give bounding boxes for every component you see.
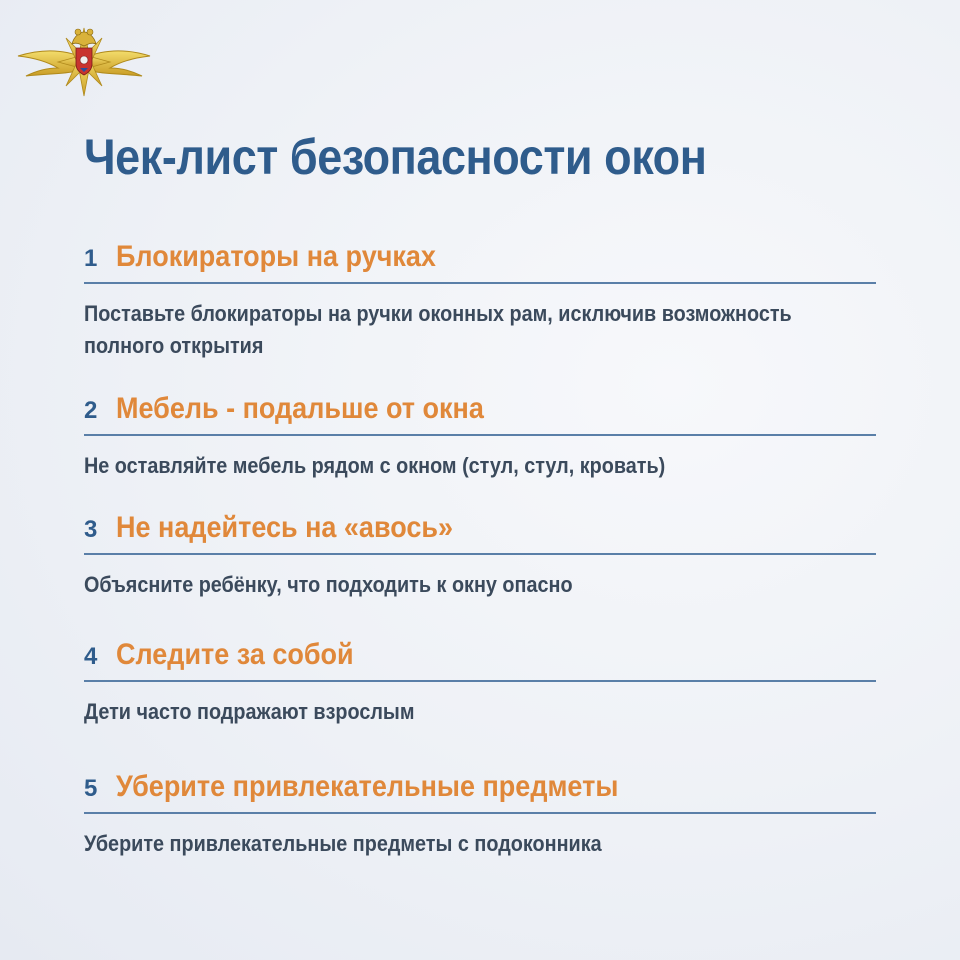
item-number: 2 (84, 397, 98, 424)
item-header (84, 766, 876, 814)
item-description: Объясните ребёнку, что подходить к окну опасно (84, 572, 573, 597)
item-description: Дети часто подражают взрослым (84, 699, 415, 724)
checklist-item-1 (84, 236, 876, 362)
checklist-item-4 (84, 634, 876, 728)
item-number: 4 (84, 643, 98, 670)
item-title: Следите за собой (116, 638, 354, 671)
item-title: Не надейтесь на «авось» (116, 511, 453, 544)
item-number: 5 (84, 775, 98, 802)
item-description: Не оставляйте мебель рядом с окном (стул, стул, кровать) (84, 453, 666, 478)
item-title: Мебель - подальше от окна (116, 392, 484, 425)
item-header (84, 236, 876, 284)
item-number: 3 (84, 516, 98, 543)
item-title: Уберите привлекательные предметы (116, 770, 619, 803)
checklist-item-5 (84, 766, 876, 860)
checklist-item-2 (84, 388, 876, 482)
page-title: Чек-лист безопасности окон (84, 129, 707, 185)
item-description: Поставьте блокираторы на ручки оконных рам, исключив возможность полного открытия (84, 301, 792, 358)
item-header (84, 507, 876, 555)
item-header (84, 634, 876, 682)
item-number: 1 (84, 245, 98, 272)
checklist-item-3 (84, 507, 876, 601)
item-description: Уберите привлекательные предметы с подоконника (84, 831, 602, 856)
item-title: Блокираторы на ручках (116, 240, 436, 273)
police-emblem-icon (14, 10, 154, 102)
item-header (84, 388, 876, 436)
